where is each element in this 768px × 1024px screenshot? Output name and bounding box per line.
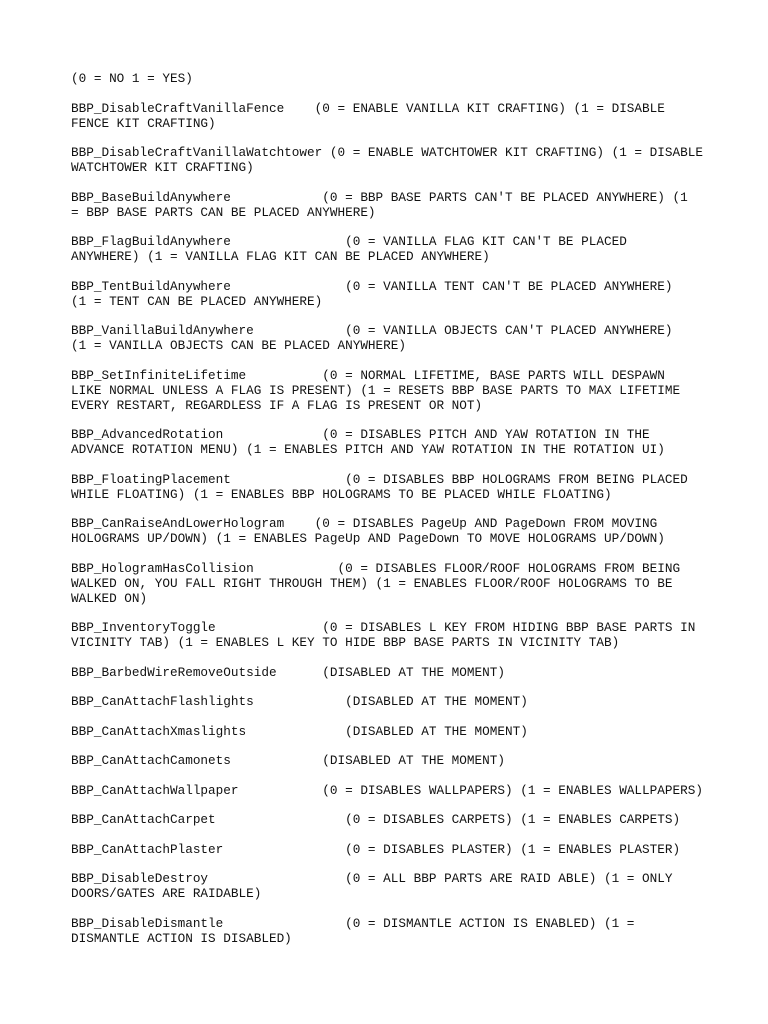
setting-floating-placement: BBP_FloatingPlacement (0 = DISABLES BBP HOLOGRAMS FROM BEING PLACED WHILE FLOATING) (1 = ENABLES BBP HOLOGRAMS TO BE PLACED WHILE FLOATING) bbox=[71, 471, 688, 502]
setting-can-attach-carpet: BBP_CanAttachCarpet (0 = DISABLES CARPETS) (1 = ENABLES CARPETS) bbox=[71, 812, 681, 827]
setting-vanilla-build-anywhere: BBP_VanillaBuildAnywhere (0 = VANILLA OBJECTS CAN'T PLACED ANYWHERE) (1 = VANILLA OBJECTS CAN BE PLACED ANYWHERE) bbox=[71, 323, 673, 353]
setting-can-raise-and-lower-hologram: BBP_CanRaiseAndLowerHologram (0 = DISABLES PageUp AND PageDown FROM MOVING HOLOGRAMS UP/DOWN) (1 = ENABLES PageUp AND PageDown TO MOVE HOLOGRAMS UP/DOWN) bbox=[71, 516, 665, 546]
setting-can-attach-wallpaper: BBP_CanAttachWallpaper (0 = DISABLES WALLPAPERS) (1 = ENABLES WALLPAPERS) bbox=[71, 782, 703, 798]
setting-flag-build-anywhere: BBP_FlagBuildAnywhere (0 = VANILLA FLAG KIT CAN'T BE PLACED ANYWHERE) (1 = VANILLA FLAG KIT CAN BE PLACED ANYWHERE) bbox=[71, 234, 627, 264]
setting-base-build-anywhere: BBP_BaseBuildAnywhere (0 = BBP BASE PARTS CAN'T BE PLACED ANYWHERE) (1 = BBP BASE PARTS CAN BE PLACED ANYWHERE) bbox=[71, 189, 688, 220]
setting-disable-destroy: BBP_DisableDestroy (0 = ALL BBP PARTS ARE RAID ABLE) (1 = ONLY DOORS/GATES ARE RAIDABLE) bbox=[71, 871, 673, 901]
setting-hologram-has-collision: BBP_HologramHasCollision (0 = DISABLES FLOOR/ROOF HOLOGRAMS FROM BEING WALKED ON, YOU FALL RIGHT THROUGH THEM) (1 = ENABLES FLOOR/ROOF HOLOGRAMS TO BE WALKED ON) bbox=[71, 560, 681, 606]
document-body bbox=[71, 71, 703, 960]
setting-inventory-toggle: BBP_InventoryToggle (0 = DISABLES L KEY FROM HIDING BBP BASE PARTS IN VICINITY TAB) (1 = ENABLES L KEY TO HIDE BBP BASE PARTS IN VICINITY TAB) bbox=[71, 620, 696, 650]
setting-disable-dismantle: BBP_DisableDismantle (0 = DISMANTLE ACTION IS ENABLED) (1 = DISMANTLE ACTION IS DISABLED) bbox=[71, 915, 635, 946]
setting-disable-craft-vanilla-fence: BBP_DisableCraftVanillaFence (0 = ENABLE VANILLA KIT CRAFTING) (1 = DISABLE FENCE KIT CRAFTING) bbox=[71, 100, 665, 131]
setting-disable-craft-vanilla-watchtower: BBP_DisableCraftVanillaWatchtower (0 = ENABLE WATCHTOWER KIT CRAFTING) (1 = DISABLE WATCHTOWER KIT CRAFTING) bbox=[71, 145, 703, 175]
setting-can-attach-xmaslights: BBP_CanAttachXmaslights (DISABLED AT THE MOMENT) bbox=[71, 723, 528, 739]
legend-line: (0 = NO 1 = YES) bbox=[71, 71, 193, 86]
setting-can-attach-camonets: BBP_CanAttachCamonets (DISABLED AT THE MOMENT) bbox=[71, 753, 505, 768]
setting-tent-build-anywhere: BBP_TentBuildAnywhere (0 = VANILLA TENT CAN'T BE PLACED ANYWHERE) (1 = TENT CAN BE PLACED ANYWHERE) bbox=[71, 278, 673, 309]
setting-can-attach-plaster: BBP_CanAttachPlaster (0 = DISABLES PLASTER) (1 = ENABLES PLASTER) bbox=[71, 841, 681, 857]
setting-set-infinite-lifetime: BBP_SetInfiniteLifetime (0 = NORMAL LIFETIME, BASE PARTS WILL DESPAWN LIKE NORMAL UNLESS A FLAG IS PRESENT) (1 = RESETS BBP BASE PARTS TO MAX LIFETIME EVERY RESTART, REGARDLESS IF A FLAG IS PRESENT OR NOT) bbox=[71, 367, 681, 413]
setting-advanced-rotation: BBP_AdvancedRotation (0 = DISABLES PITCH AND YAW ROTATION IN THE ADVANCE ROTATION MENU) (1 = ENABLES PITCH AND YAW ROTATION IN THE ROTATION UI) bbox=[71, 427, 665, 457]
setting-can-attach-flashlights: BBP_CanAttachFlashlights (DISABLED AT THE MOMENT) bbox=[71, 694, 528, 709]
setting-barbed-wire-remove-outside: BBP_BarbedWireRemoveOutside (DISABLED AT THE MOMENT) bbox=[71, 664, 505, 680]
